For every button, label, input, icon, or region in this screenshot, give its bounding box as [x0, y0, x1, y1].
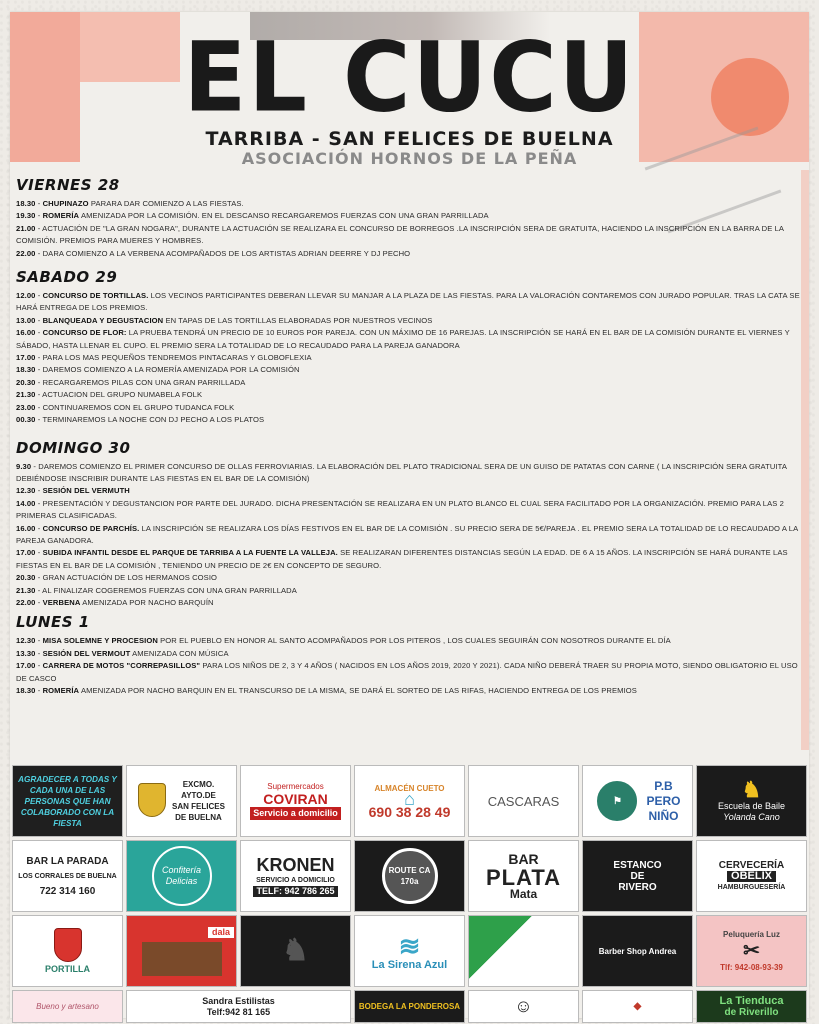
sponsor-cascaras: [468, 765, 579, 837]
pero-nino-text: [646, 779, 680, 824]
event-description: LA INSCRIPCIÓN SE REALIZARA LOS DÍAS FESTIVOS EN EL BAR DE LA COMISIÓN . SU PRECIO SERA DE 5€/PAREJA . EL PREMIO SERA LA TOTALIDAD DE LO RECAUDADO A LA PAREJA GANADORA.: [16, 523, 798, 545]
event-item: 12.30 - MISA SOLEMNE Y PROCESION POR EL PUEBLO EN HONOR AL SANTO ACOMPAÑADOS POR LOS PITEROS , LOS CUALES SEGUIRÁN CON NOSOTROS DURANTE EL DÍA: [16, 636, 671, 646]
event-time: 19.30: [16, 211, 36, 221]
sponsor-pero-nino: [582, 765, 693, 837]
event-item: 17.00 - SUBIDA INFANTIL DESDE EL PARQUE DE TARRIBA A LA FUENTE LA VALLEJA. SE REALIZARAN DIFERENTES DISTANCIAS SEGÚN LA EDAD. DE 6 A 15 AÑOS. LA INSCRIPCIÓN SE HARÁ DURANTE LAS FIESTAS EN EL BAR DE LA COMISIÓN , TENIENDO UN PRECIO DE 2€ EN CONCEPTO DE SEGURO.: [16, 548, 788, 570]
sponsor-tienduca: [696, 990, 807, 1023]
event-item: 21.00 - ACTUACIÓN DE "LA GRAN NOGARA", DURANTE LA ACTUACIÓN SE REALIZARA EL CONCURSO DE BORREGOS .LA INSCRIPCIÓN SERA DE GRATUITA, HACIENDO LA INSCRIPCIÓN EN LA BARRA DE LA COMISIÓN. PREMIOS PARA MUERES Y HOMBRES.: [16, 223, 784, 246]
estanco-line: ESTANCO: [613, 859, 662, 871]
event-time: 12.30: [16, 636, 36, 646]
bar-word: BAR: [508, 851, 539, 867]
event-description: CONTINUAREMOS CON EL GRUPO TUDANCA FOLK: [42, 402, 235, 412]
event-item: 18.30 - ROMERÍA AMENIZADA POR NACHO BARQUIN EN EL TRANSCURSO DE LA MISMA, SE DARÁ EL SORTEO DE LAS RIFAS, HACIENDO ENTREGA DE LOS PREMIOS: [16, 686, 637, 695]
obelix-line: CERVECERÍA: [718, 859, 785, 871]
sponsor-escuela-baile: [696, 765, 807, 837]
coviran-top: Supermercados: [267, 782, 324, 791]
event-description: RECARGAREMOS PILAS CON UNA GRAN PARRILLADA: [42, 377, 246, 387]
poster-title: EL CUCU: [183, 21, 636, 134]
event-description: DARA COMIENZO A LA VERBENA ACOMPAÑADOS DE LOS ARTISTAS ADRIAN DEERRE Y DJ PECHO: [42, 248, 411, 258]
sponsor-obelix: [696, 840, 807, 912]
parada-line: BAR LA PARADA: [26, 855, 109, 867]
day-title: DOMINGO 30: [16, 438, 131, 457]
event-description: EN TAPAS DE LAS TORTILLAS ELABORADAS POR NUESTROS VECINOS: [165, 315, 433, 325]
shop-icon: [142, 942, 222, 976]
event-item: 22.00 - DARA COMIENZO A LA VERBENA ACOMPAÑADOS DE LOS ARTISTAS ADRIAN DEERRE Y DJ PECHO: [16, 248, 411, 258]
event-time: 16.00: [16, 523, 36, 533]
sirena-name: La Sirena Azul: [371, 958, 448, 971]
event-description: AMENIZADA POR NACHO BARQUIN EN EL TRANSCURSO DE LA MISMA, SE DARÁ EL SORTEO DE LAS RIFAS, HACIENDO ENTREGA DE LOS PREMIOS: [80, 686, 637, 695]
sponsor-sirena-azul: [354, 915, 465, 987]
sponsor-barber: [582, 915, 693, 987]
tienduca-line: La Tienduca: [719, 994, 784, 1007]
day-title: SABADO 29: [16, 268, 118, 287]
event-time: 9.30: [16, 461, 32, 471]
sponsor-confiteria: [126, 840, 237, 912]
event-item: 17.00 - PARA LOS MAS PEQUEÑOS TENDREMOS PINTACARAS Y GLOBOFLEXIA: [16, 353, 312, 363]
event-item: 16.00 - CONCURSO DE PARCHÍS. LA INSCRIPCIÓN SE REALIZARA LOS DÍAS FESTIVOS EN EL BAR DE LA COMISIÓN . SU PRECIO SERA DE 5€/PAREJA . EL PREMIO SERA LA TOTALIDAD DE LO RECAUDADO A LA PAREJA GANADORA.: [16, 523, 798, 545]
kronen-name: KRONEN: [256, 855, 335, 875]
day-title: LUNES 1: [16, 613, 90, 632]
sponsor-cat: [240, 915, 351, 987]
day-section: [16, 268, 800, 426]
event-time: 21.30: [16, 390, 36, 400]
event-description: DAREMOS COMIENZO A LA ROMERÍA AMENIZADA POR LA COMISIÓN: [42, 365, 300, 375]
event-description: PARA LOS NIÑOS DE 2, 3 Y 4 AÑOS ( NACIDOS EN LOS AÑOS 2019, 2020 Y 2021). CADA NIÑO DEBERÁ TRAER SU PROPIA MOTO, SIENDO OBLIGATORIO EL USO DE CASCO: [16, 661, 798, 683]
event-item: 18.30 - CHUPINAZO PARARA DAR COMIENZO A LAS FIESTAS.: [16, 199, 244, 208]
event-time: 23.00: [16, 402, 36, 412]
event-item: 00.30 - TERMINAREMOS LA NOCHE CON DJ PECHO A LOS PLATOS: [16, 415, 265, 425]
poster-subtitle: TARRIBA - SAN FELICES DE BUELNA: [205, 128, 614, 150]
estanco-line: DE: [630, 870, 645, 882]
shield-icon: ⚑: [594, 778, 640, 824]
sponsor-bar-la-parada: [12, 840, 123, 912]
sandra-tel: Telf:942 81 165: [206, 1006, 271, 1017]
sponsor-ayuntamiento: [126, 765, 237, 837]
event-time: 17.00: [16, 661, 36, 671]
event-description: SE REALIZARAN DIFERENTES DISTANCIAS SEGÚN LA EDAD. DE 6 A 15 AÑOS. LA INSCRIPCIÓN SE HARÁ DURANTE LAS FIESTAS EN EL BAR DE LA COMISIÓN , TENIENDO UN PRECIO DE 2€ EN CONCEPTO DE SEGURO.: [16, 548, 788, 570]
event-description: POR EL PUEBLO EN HONOR AL SANTO ACOMPAÑADOS POR LOS PITEROS , LOS CUALES SEGUIRÁN CON NOSOTROS DURANTE EL DÍA: [160, 636, 671, 646]
event-time: 20.30: [16, 573, 36, 583]
barber-name: Barber Shop Andrea: [598, 946, 677, 956]
sponsor-dala: [126, 915, 237, 987]
sponsor-estanco: [582, 840, 693, 912]
pero-line: NIÑO: [648, 808, 679, 823]
event-highlight: VERBENA: [42, 597, 81, 607]
plata-word: PLATA: [485, 865, 562, 890]
sponsor-route: [354, 840, 465, 912]
tienduca-line: de Riverillo: [724, 1006, 779, 1018]
event-item: 13.00 - BLANQUEADA Y DEGUSTACION EN TAPAS DE LAS TORTILLAS ELABORADAS POR NUESTROS VECINOS: [16, 315, 433, 325]
bodega-name: BODEGA LA PONDEROSA: [358, 1002, 461, 1011]
coviran-sub: Servicio a domicilio: [250, 807, 341, 820]
event-item: 13.30 - SESIÓN DEL VERMOUT AMENIZADA CON MÚSICA: [16, 648, 229, 658]
event-time: 13.30: [16, 648, 36, 658]
event-highlight: MISA SOLEMNE Y PROCESION: [42, 636, 158, 646]
event-time: 16.00: [16, 328, 36, 338]
peluqueria-tel: Tlf: 942-08-93-39: [720, 963, 783, 972]
event-time: 17.00: [16, 353, 36, 363]
event-description: AL FINALIZAR COGEREMOS FUERZAS CON UNA GRAN PARRILLADA: [42, 585, 297, 595]
dala-name: dala: [208, 927, 234, 938]
event-description: LOS VECINOS PARTICIPANTES DEBERAN LLEVAR SU MANJAR A LA PLAZA DE LAS FIESTAS. PARA LA VALORACIÓN CONTAREMOS CON JURADO POPULAR. TRAS LA CATA SE HARÁ ENTREGA DE LOS PREMIOS.: [16, 291, 800, 313]
ayto-text: [172, 779, 225, 823]
kronen-tel: TELF: 942 786 265: [253, 886, 337, 897]
ayto-line: EXCMO.: [182, 780, 215, 789]
event-item: 12.30 - SESIÓN DEL VERMUTH: [16, 486, 130, 496]
event-highlight: CARRERA DE MOTOS "CORREPASILLOS": [42, 661, 201, 671]
bueno-text: Bueno y artesano: [36, 1002, 99, 1011]
confiteria-name: Confitería Delicias: [152, 846, 212, 906]
event-description: AMENIZADA POR LA COMISIÓN. EN EL DESCANSO RECARGAREMOS FUERZAS CON UNA GRAN PARRILLADA: [80, 211, 489, 221]
sponsor-lamaur: [468, 915, 579, 987]
sponsor-bodega: [354, 990, 465, 1023]
mata-word: Mata: [509, 887, 538, 901]
event-highlight: SESIÓN DEL VERMUTH: [42, 486, 130, 496]
sponsor-bar-plata: [468, 840, 579, 912]
event-highlight: CONCURSO DE PARCHÍS.: [42, 523, 140, 533]
farm-icon: ⌂: [404, 788, 415, 809]
event-description: ACTUACION DEL GRUPO NUMABELA FOLK: [42, 390, 203, 400]
event-item: 20.30 - RECARGAREMOS PILAS CON UNA GRAN PARRILLADA: [16, 377, 246, 387]
sponsors-grid: [12, 765, 807, 1018]
event-highlight: SUBIDA INFANTIL DESDE EL PARQUE DE TARRIBA A LA FUENTE LA VALLEJA.: [42, 548, 338, 558]
event-item: 18.30 - DAREMOS COMIENZO A LA ROMERÍA AMENIZADA POR LA COMISIÓN: [16, 365, 300, 375]
day-section: [16, 613, 800, 697]
almacen-phone: 690 38 28 49: [368, 803, 451, 820]
event-description: ACTUACIÓN DE "LA GRAN NOGARA", DURANTE LA ACTUACIÓN SE REALIZARA EL CONCURSO DE BORREGOS .LA INSCRIPCIÓN SERA DE GRATUITA, HACIENDO LA INSCRIPCIÓN EN LA BARRA DE LA COMISIÓN. PREMIOS PARA MUERES Y HOMBRES.: [16, 223, 784, 246]
obelix-line: HAMBURGUESERÍA: [717, 883, 786, 891]
event-description: DAREMOS COMIENZO EL PRIMER CONCURSO DE OLLAS FERROVIARIAS. LA ELABORACIÓN DEL PLATO TRADICIONAL SERA DE UN GUISO DE PATATAS CON CARNE ( LA INSCRIPCIÓN SERA GRATUITA DEBIÉNDOSE INSCRIBIR DURANTE LAS FIESTAS EN EL BAR DE LA COMISIÓN): [16, 461, 787, 483]
day-section: [16, 439, 800, 610]
event-highlight: SESIÓN DEL VERMOUT: [42, 648, 131, 658]
day-title: VIERNES 28: [16, 176, 120, 194]
chef-icon: [54, 928, 82, 962]
thanks-text: AGRADECER A TODAS Y CADA UNA DE LAS PERSONAS QUE HAN COLABORADO CON LA FIESTA: [18, 774, 117, 828]
association-name: ASOCIACIÓN HORNOS DE LA PEÑA: [241, 149, 578, 168]
event-item: 20.30 - GRAN ACTUACIÓN DE LOS HERMANOS COSIO: [16, 573, 218, 583]
sponsor-kronen: [240, 840, 351, 912]
sponsor-almacen: [354, 765, 465, 837]
sponsor-seguros: [582, 990, 693, 1023]
ayto-line: DE BUELNA: [175, 813, 222, 822]
event-description: GRAN ACTUACIÓN DE LOS HERMANOS COSIO: [42, 573, 218, 583]
decor-shape: [801, 170, 809, 750]
event-description: LA PRUEBA TENDRÁ UN PRECIO DE 10 EUROS POR PAREJA. CON UN MÁXIMO DE 16 PAREJAS. LA INSCRIPCIÓN SE HARÁ EN EL BAR DE LA COMISIÓN DURANTE EL VIERNES Y SÁBADO, HASTA LLENAR EL CUPO. EL PREMIO SERA LA TOTALIDAD DE LO RECAUDADO PARA LA PAREJA GANADORA: [16, 328, 790, 350]
event-item: 21.30 - ACTUACION DEL GRUPO NUMABELA FOLK: [16, 390, 203, 400]
event-time: 13.00: [16, 315, 36, 325]
event-highlight: BLANQUEADA Y DEGUSTACION: [42, 315, 164, 325]
obelix-line: OBELIX: [727, 871, 776, 882]
event-item: 23.00 - CONTINUAREMOS CON EL GRUPO TUDANCA FOLK: [16, 402, 235, 412]
event-highlight: CONCURSO DE TORTILLAS.: [42, 291, 149, 301]
event-item: 14.00 - PRESENTACIÓN Y DEGUSTANCION POR PARTE DEL JURADO. DICHA PRESENTACIÓN SE REALIZARA EN UN PLATO BLANCO EL CUAL SERA FACILITADO POR LA ORGANIZACIÓN. PREMIO PARA LAS 2 PRIMERAS CLASIFICADAS.: [16, 498, 784, 521]
estanco-line: RIVERO: [618, 881, 657, 893]
event-time: 17.00: [16, 548, 36, 558]
portilla-name: PORTILLA: [45, 963, 90, 974]
sponsor-portrait: [468, 990, 579, 1023]
event-item: 17.00 - CARRERA DE MOTOS "CORREPASILLOS" PARA LOS NIÑOS DE 2, 3 Y 4 AÑOS ( NACIDOS EN LOS AÑOS 2019, 2020 Y 2021). CADA NIÑO DEBERÁ TRAER SU PROPIA MOTO, SIENDO OBLIGATORIO EL USO DE CASCO: [16, 661, 798, 683]
event-time: 20.30: [16, 377, 36, 387]
kronen-sub: SERVICIO A DOMICILIO: [256, 877, 335, 884]
event-time: 00.30: [16, 415, 36, 425]
event-highlight: ROMERÍA: [42, 211, 80, 221]
sponsor-bueno: [12, 990, 123, 1023]
seguros-icon: ◆: [633, 1001, 642, 1012]
event-description: PARARA DAR COMIENZO A LAS FIESTAS.: [90, 199, 244, 208]
event-highlight: CONCURSO DE FLOR:: [42, 328, 127, 338]
peluqueria-name: Peluquería Luz: [723, 930, 780, 939]
coviran-name: COVIRAN: [263, 791, 328, 807]
event-time: 12.00: [16, 291, 36, 301]
hairdryer-icon: ✂: [743, 940, 760, 962]
ayto-line: AYTO.DE: [181, 791, 216, 800]
event-item: 9.30 - DAREMOS COMIENZO EL PRIMER CONCURSO DE OLLAS FERROVIARIAS. LA ELABORACIÓN DEL PLATO TRADICIONAL SERA DE UN GUISO DE PATATAS CON CARNE ( LA INSCRIPCIÓN SERA GRATUITA DEBIÉNDOSE INSCRIBIR DURANTE LAS FIESTAS EN EL BAR DE LA COMISIÓN): [16, 461, 787, 483]
escuela-line: Escuela de Baile: [717, 801, 786, 811]
sponsor-coviran: [240, 765, 351, 837]
event-time: 18.30: [16, 365, 36, 375]
event-time: 14.00: [16, 498, 36, 508]
coat-of-arms-icon: [138, 783, 166, 817]
almacen-name: ALMACÉN CUETO: [374, 783, 445, 793]
sponsor-portilla: [12, 915, 123, 987]
event-description: PRESENTACIÓN Y DEGUSTANCION POR PARTE DEL JURADO. DICHA PRESENTACIÓN SE REALIZARA EN UN PLATO BLANCO EL CUAL SERA FACILITADO POR LA ORGANIZACIÓN. PREMIO PARA LAS 2 PRIMERAS CLASIFICADAS.: [16, 498, 784, 521]
sponsor-peluqueria: [696, 915, 807, 987]
ayto-line: SAN FELICES: [172, 802, 225, 811]
event-description: AMENIZADA CON MÚSICA: [132, 648, 229, 658]
mermaid-icon: ≋: [398, 930, 421, 961]
event-time: 18.30: [16, 199, 36, 208]
event-highlight: CHUPINAZO: [42, 199, 89, 208]
event-description: AMENIZADA POR NACHO BARQUÍN: [82, 597, 214, 607]
event-time: 12.30: [16, 486, 36, 496]
cascaras-name: CASCARAS: [487, 793, 560, 809]
pero-line: P.B: [654, 778, 673, 793]
event-time: 21.30: [16, 585, 36, 595]
shoe-icon: ♞: [741, 777, 762, 802]
event-description: TERMINAREMOS LA NOCHE CON DJ PECHO A LOS PLATOS: [42, 415, 265, 425]
pero-line: PERO: [646, 793, 681, 808]
sponsor-sandra: [126, 990, 351, 1023]
lamaur-text: [523, 946, 525, 957]
event-item: 19.30 - ROMERÍA AMENIZADA POR LA COMISIÓN. EN EL DESCANSO RECARGAREMOS FUERZAS CON UNA GRAN PARRILLADA: [16, 211, 489, 221]
event-description: PARA LOS MAS PEQUEÑOS TENDREMOS PINTACARAS Y GLOBOFLEXIA: [42, 353, 312, 363]
parada-line: LOS CORRALES DE BUELNA: [18, 872, 117, 880]
cat-icon: ♞: [282, 934, 309, 967]
event-item: 12.00 - CONCURSO DE TORTILLAS. LOS VECINOS PARTICIPANTES DEBERAN LLEVAR SU MANJAR A LA PLAZA DE LAS FIESTAS. PARA LA VALORACIÓN CONTAREMOS CON JURADO POPULAR. TRAS LA CATA SE HARÁ ENTREGA DE LOS PREMIOS.: [16, 291, 800, 313]
face-icon: ☺: [514, 996, 533, 1016]
event-time: 18.30: [16, 686, 36, 695]
sandra-name: Sandra Estilistas: [202, 995, 275, 1006]
day-section: [16, 176, 800, 260]
event-item: 22.00 - VERBENA AMENIZADA POR NACHO BARQUÍN: [16, 597, 214, 607]
escuela-line: Yolanda Cano: [723, 812, 780, 822]
event-highlight: ROMERÍA: [42, 686, 80, 695]
event-time: 22.00: [16, 597, 36, 607]
event-time: 21.00: [16, 223, 36, 233]
event-item: 16.00 - CONCURSO DE FLOR: LA PRUEBA TENDRÁ UN PRECIO DE 10 EUROS POR PAREJA. CON UN MÁXIMO DE 16 PAREJAS. LA INSCRIPCIÓN SE HARÁ EN EL BAR DE LA COMISIÓN DURANTE EL VIERNES Y SÁBADO, HASTA LLENAR EL CUPO. EL PREMIO SERA LA TOTALIDAD DE LO RECAUDADO PARA LA PAREJA GANADORA: [16, 328, 790, 350]
program: [16, 176, 800, 697]
parada-line: 722 314 160: [39, 885, 96, 897]
event-item: 21.30 - AL FINALIZAR COGEREMOS FUERZAS CON UNA GRAN PARRILLADA: [16, 585, 297, 595]
route-badge: ROUTE CA 170a: [382, 848, 438, 904]
thanks-note: [12, 765, 123, 837]
event-time: 22.00: [16, 248, 36, 258]
